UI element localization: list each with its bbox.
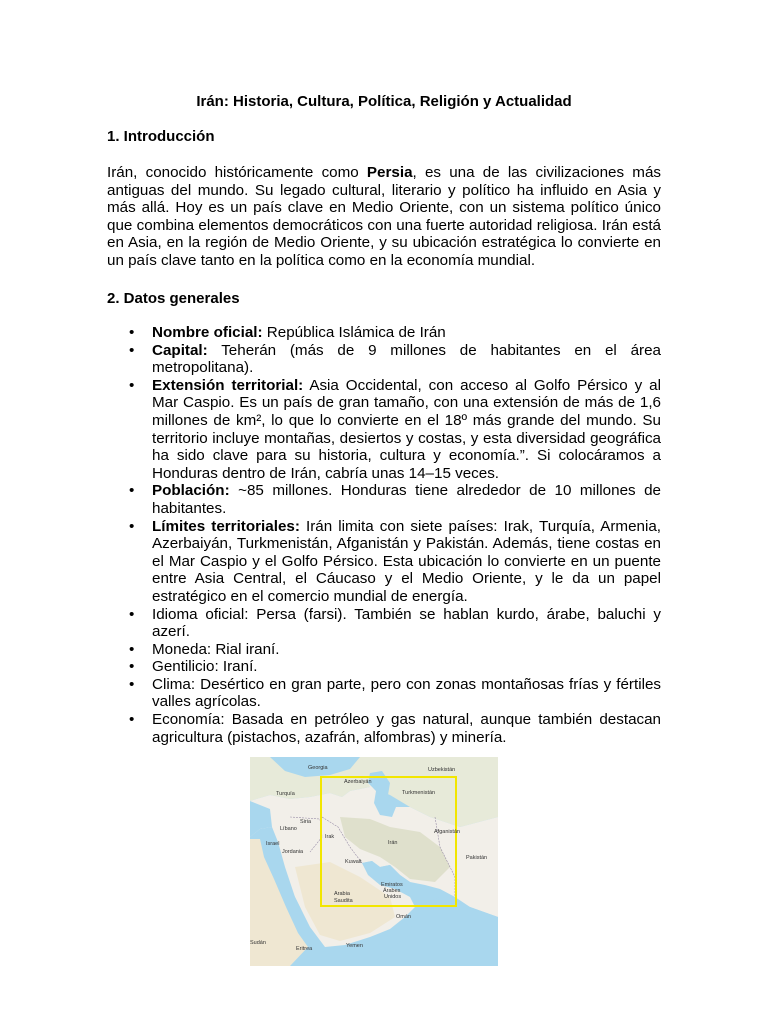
map-label-georgia: Georgia <box>308 765 328 771</box>
map-label-uzbekistan: Uzbekistán <box>428 767 456 773</box>
bullet-icon: • <box>129 517 135 535</box>
item-label: Población: <box>152 482 230 500</box>
bullet-icon: • <box>129 711 135 729</box>
list-item <box>107 324 661 342</box>
item-label: Límites territoriales: <box>152 517 300 535</box>
list-item <box>107 482 661 517</box>
item-text: República Islámica de Irán <box>262 324 446 341</box>
map-label-oman: Omán <box>396 914 411 920</box>
list-item <box>107 518 661 606</box>
item-text: Clima: Desértico en gran parte, pero con zonas montañosas frías y fértiles valles agrícolas. <box>152 675 661 711</box>
general-data-list <box>107 324 661 746</box>
document-title: Irán: Historia, Cultura, Política, Religión y Actualidad <box>196 93 572 110</box>
map-label-pakistan: Pakistán <box>466 855 488 861</box>
list-item <box>107 342 661 377</box>
map-label-eritrea: Eritrea <box>296 946 313 952</box>
bullet-icon: • <box>129 605 135 623</box>
map-label-uae-1: Emiratos <box>381 882 403 888</box>
map-label-uae-3: Unidos <box>384 894 402 900</box>
map-label-turkmenistan: Turkmenistán <box>402 790 436 796</box>
item-label: Capital: <box>152 341 208 359</box>
map-label-syria: Siria <box>300 819 312 825</box>
map-graphic <box>250 757 498 966</box>
bullet-icon: • <box>129 640 135 658</box>
bullet-icon: • <box>129 675 135 693</box>
list-item <box>107 658 661 676</box>
map-label-sudan: Sudán <box>250 940 266 946</box>
map-label-iran: Irán <box>388 840 398 846</box>
map-label-uae-2: Árabes <box>383 888 401 894</box>
bullet-icon: • <box>129 482 135 500</box>
map-label-yemen: Yemen <box>346 943 363 949</box>
bullet-icon: • <box>129 324 135 341</box>
intro-text-persia: Persia <box>366 164 413 181</box>
map-label-azerbaijan: Azerbaiyán <box>344 779 372 785</box>
map-label-turkey: Turquía <box>276 791 295 797</box>
item-text: Irán limita con siete países: Irak, Turquía, Armenia, Azerbaiyán, Turkmenistán, Afganistán y Pakistán. Además, tiene costas en el Mar Caspio y el Golfo Pérsico. Esta ubicación lo convierte en un puente entre Asia Central, el Cáucaso y el Medio Oriente, y le da un papel estratégico en el comercio mundial de energía. <box>152 517 661 605</box>
item-text: Economía: Basada en petróleo y gas natural, aunque también destacan agricultura (pistachos, azafrán, alfombras) y minería. <box>152 711 661 746</box>
list-item <box>107 377 661 483</box>
map-label-israel: Israel <box>266 841 280 847</box>
map-label-jordan: Jordania <box>282 849 304 855</box>
item-text: Gentilicio: Iraní. <box>152 658 258 676</box>
list-item <box>107 641 661 659</box>
item-label: Extensión territorial: <box>152 376 304 394</box>
bullet-icon: • <box>129 376 135 394</box>
item-text: ~85 millones. Honduras tiene alrededor de 10 millones de habitantes. <box>152 482 661 517</box>
map-label-lebanon: Líbano <box>280 826 297 832</box>
map-label-kuwait: Kuwait <box>345 859 362 865</box>
map-label-saudi-1: Arabia <box>334 891 350 897</box>
intro-text-rest: , es una de las civilizaciones más antiguas del mundo. Su legado cultural, literario y político ha influido en Asia y más allá. Hoy es un país clave en Medio Oriente, con un sistema político único que combina elementos democráticos con una fuerte autoridad religiosa. Irán está en Asia, en la región de Medio Oriente, y su ubicación estratégica lo convierte en un país clave tanto en la política como en la economía mundial. <box>107 164 661 269</box>
map-label-iraq: Irak <box>325 834 335 840</box>
intro-text-start: Irán, conocido históricamente como <box>107 164 367 181</box>
list-item <box>107 676 661 711</box>
item-text: Asia Occidental, con acceso al Golfo Pérsico y al Mar Caspio. Es un país de gran tamaño, con una extensión de más de 1,6 millones de km², lo que lo convierte en el 18º más grande del mundo. Su territorio incluye montañas, desiertos y costas, y esta diversidad geográfica ha sido clave para su historia, cultura y economía.”. Si colocáramos a Honduras dentro de Irán, cabría unas 14–15 veces. <box>152 376 661 482</box>
item-text: Moneda: Rial iraní. <box>152 640 280 658</box>
iran-region-map <box>250 757 498 966</box>
item-text: Idioma oficial: Persa (farsi). También se hablan kurdo, árabe, baluchi y azerí. <box>152 605 661 641</box>
map-label-afghanistan: Afganistán <box>434 829 460 835</box>
bullet-icon: • <box>129 658 135 676</box>
bullet-icon: • <box>129 341 135 359</box>
section-heading-general-data: 2. Datos generales <box>107 290 240 307</box>
list-item <box>107 711 661 746</box>
list-item <box>107 606 661 641</box>
introduction-paragraph <box>107 164 661 270</box>
item-label: Nombre oficial: <box>152 324 263 341</box>
item-text: Teherán (más de 9 millones de habitantes en el área metropolitana). <box>152 341 661 377</box>
section-heading-introduction: 1. Introducción <box>107 128 215 145</box>
map-label-saudi-2: Saudita <box>334 898 353 904</box>
